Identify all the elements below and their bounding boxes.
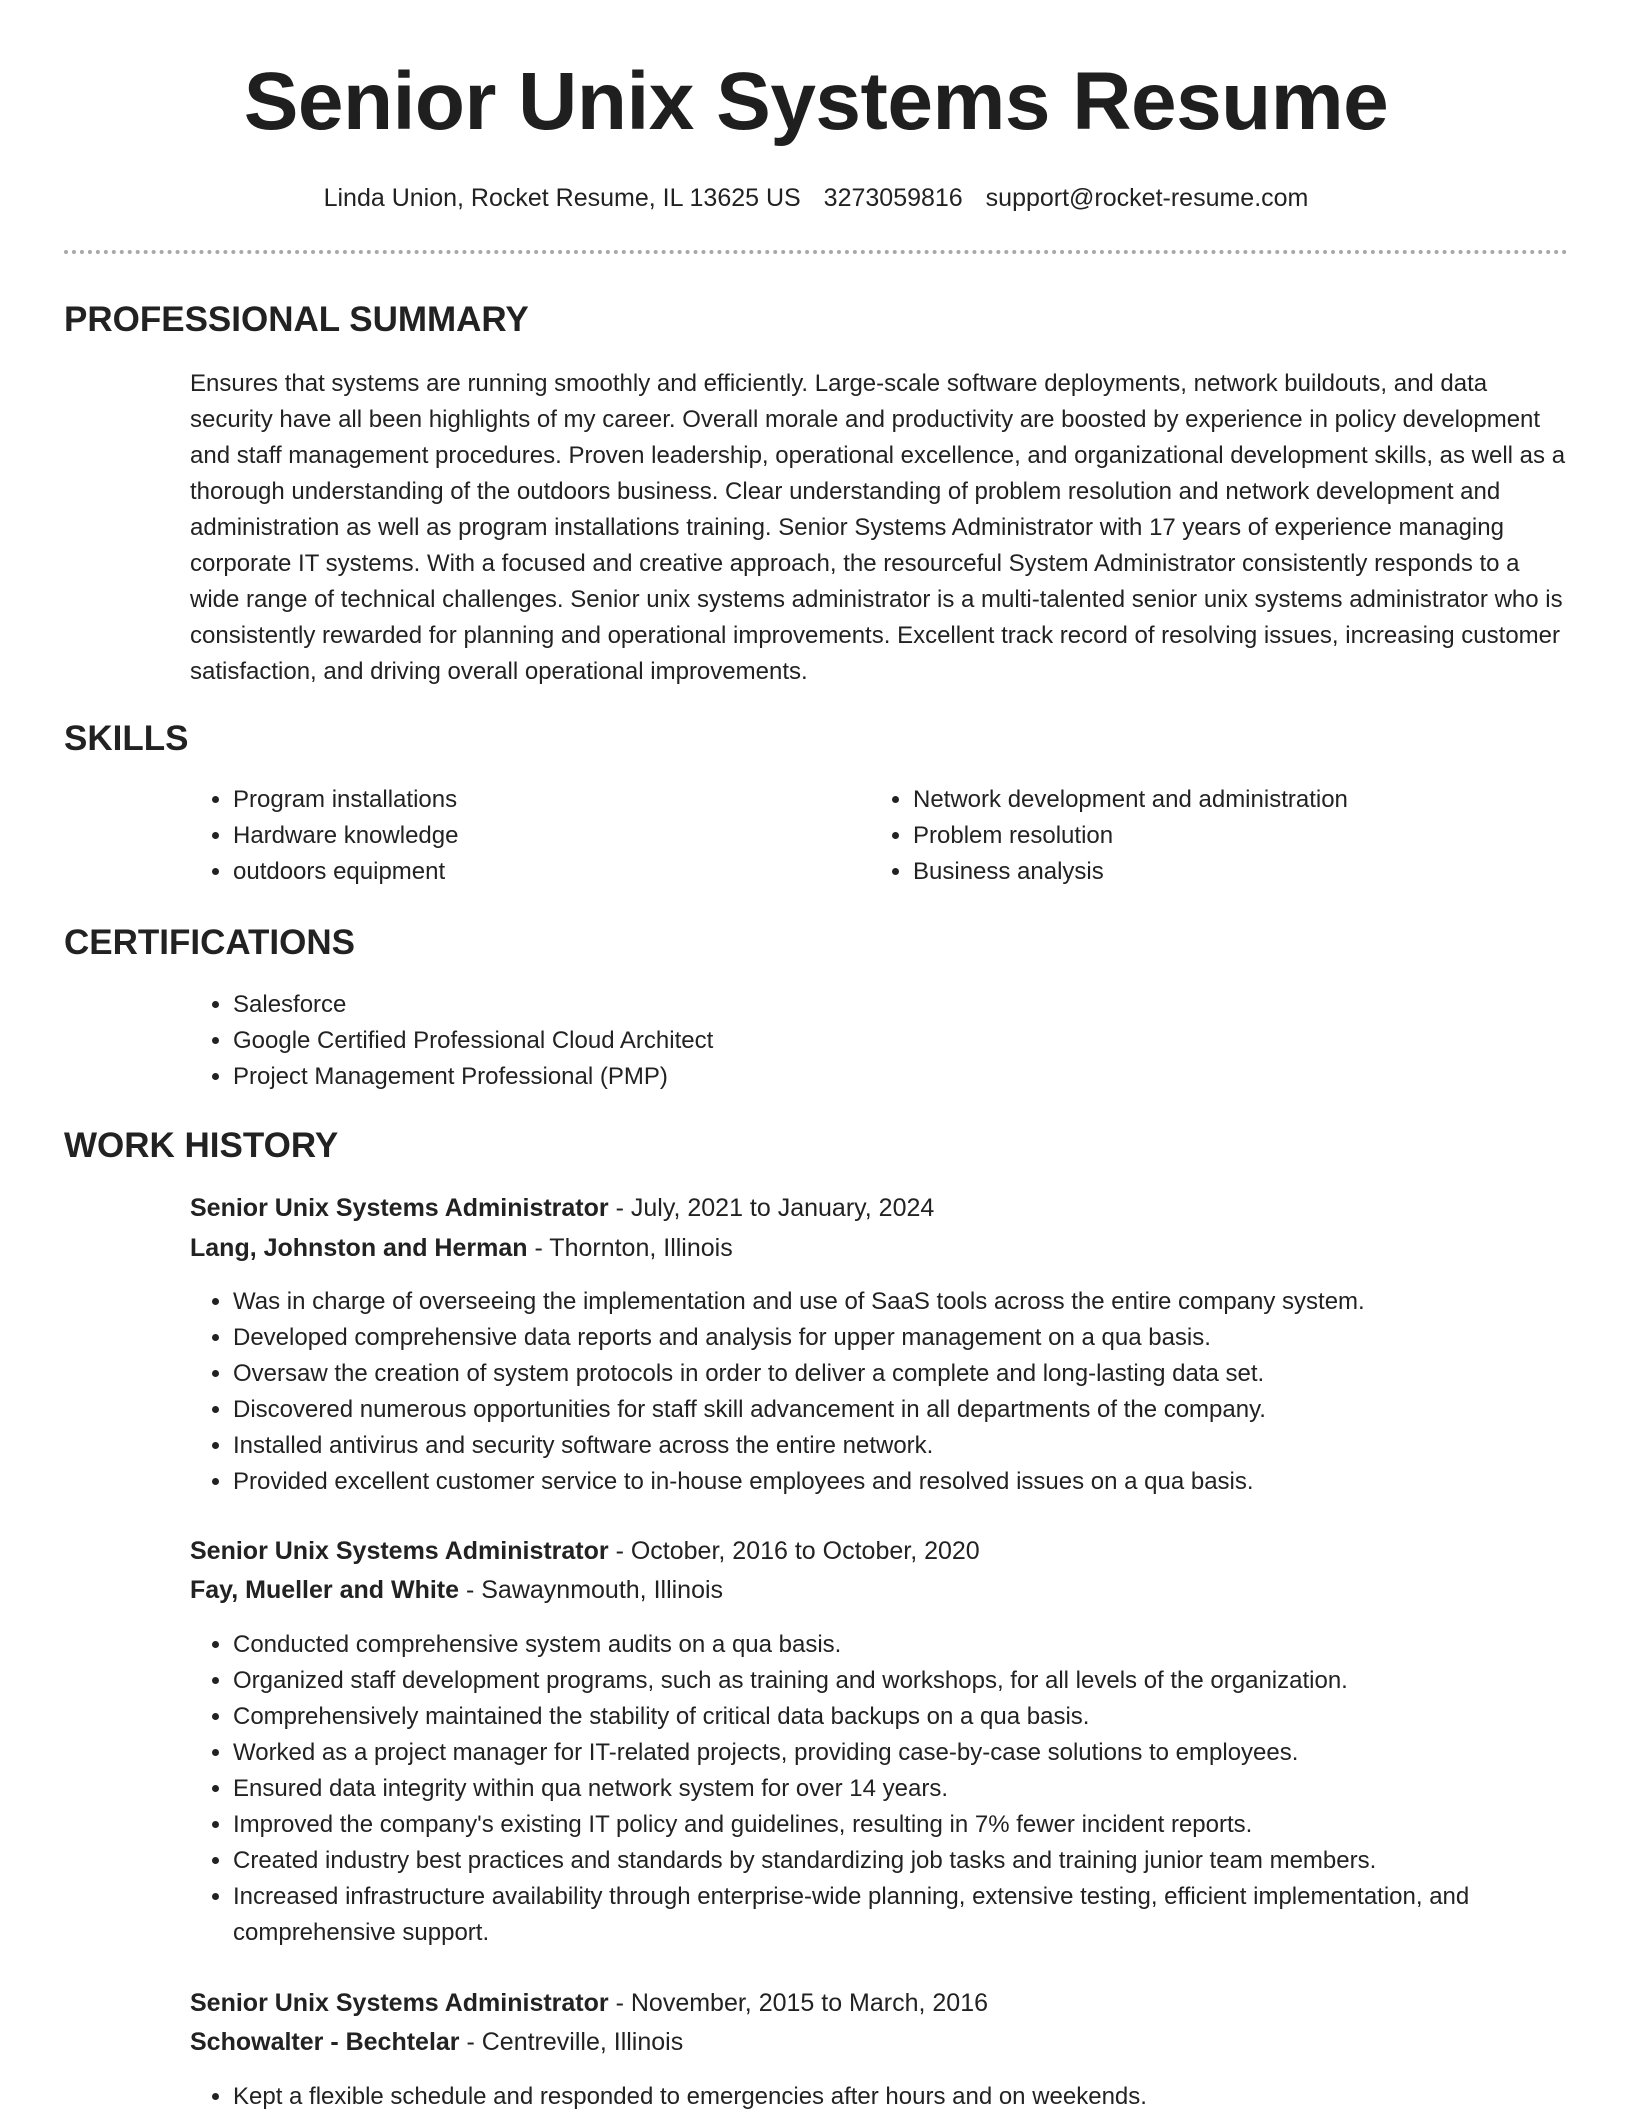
job-location: - Sawaynmouth, Illinois <box>459 1576 724 1604</box>
job-bullet: • Installed antivirus and security software across the entire network. <box>233 1428 1613 1464</box>
job-title-line <box>190 1985 988 2021</box>
job-bullet: • Kept a flexible schedule and responded to emergencies after hours and on weekends. <box>233 2079 1613 2115</box>
job-company: Fay, Mueller and White <box>190 1576 460 1604</box>
skills-heading: SKILLS <box>64 719 189 758</box>
job-dates: - July, 2021 to January, 2024 <box>608 1194 935 1222</box>
skill-item: • Problem resolution <box>913 818 1563 854</box>
job-bullet: • Developed comprehensive data reports and analysis for upper management on a qua basis. <box>233 1320 1613 1356</box>
job-bullet: • Conducted comprehensive system audits on a qua basis. <box>233 1627 1613 1663</box>
job-bullet: • Organized staff development programs, such as training and workshops, for all levels of the organization. <box>233 1663 1613 1699</box>
job-company-line <box>190 1572 723 1608</box>
job-bullets <box>190 2079 1613 2115</box>
job-bullet: • Discovered numerous opportunities for staff skill advancement in all departments of the company. <box>233 1392 1613 1428</box>
job-dates: - October, 2016 to October, 2020 <box>608 1537 980 1565</box>
job-location: - Thornton, Illinois <box>527 1234 733 1262</box>
contact-address: Linda Union, Rocket Resume, IL 13625 US <box>323 184 801 212</box>
job-bullet: • Oversaw the creation of system protocols in order to deliver a complete and long-lasting data set. <box>233 1356 1613 1392</box>
job-title: Senior Unix Systems Administrator <box>190 1989 609 2017</box>
job-company: Lang, Johnston and Herman <box>190 1234 528 1262</box>
contact-phone: 3273059816 <box>823 184 963 212</box>
page-title: Senior Unix Systems Resume <box>243 56 1389 147</box>
skill-item: • Business analysis <box>913 854 1563 890</box>
contact-line <box>0 180 1632 216</box>
skill-item: • Program installations <box>233 782 833 818</box>
certification-item: • Salesforce <box>233 987 1533 1023</box>
skills-list-left <box>190 782 833 890</box>
job-bullet: • Provided excellent customer service to in-house employees and resolved issues on a qua basis. <box>233 1464 1613 1500</box>
job-bullet: • Improved the company's existing IT policy and guidelines, resulting in 7% fewer incident reports. <box>233 1807 1613 1843</box>
job-bullet: • Increased infrastructure availability through enterprise-wide planning, extensive testing, efficient implementation, and comprehensive support. <box>233 1879 1613 1951</box>
skills-list-right <box>870 782 1563 890</box>
job-bullet: • Ensured data integrity within qua network system for over 14 years. <box>233 1771 1613 1807</box>
job-title: Senior Unix Systems Administrator <box>190 1194 609 1222</box>
work-history-heading: WORK HISTORY <box>64 1126 339 1165</box>
job-bullet: • Worked as a project manager for IT-related projects, providing case-by-case solutions to employees. <box>233 1735 1613 1771</box>
job-company: Schowalter - Bechtelar <box>190 2028 460 2056</box>
header-divider <box>64 250 1568 254</box>
job-dates: - November, 2015 to March, 2016 <box>608 1989 989 2017</box>
contact-email: support@rocket-resume.com <box>985 184 1309 212</box>
summary-heading: PROFESSIONAL SUMMARY <box>64 300 529 339</box>
skill-item: • Hardware knowledge <box>233 818 833 854</box>
job-bullets <box>190 1284 1613 1500</box>
certification-item: • Project Management Professional (PMP) <box>233 1059 1533 1095</box>
summary-text: Ensures that systems are running smoothly and efficiently. Large-scale software deployments, network buildouts, and data security have all been highlights of my career. Overall morale and productivity are boosted by experience in policy development and staff management procedures. Proven leadership, operational excellence, and organizational development skills, as well as a thorough understanding of the outdoors business. Clear understanding of problem resolution and network development and administration as well as program installations training. Senior Systems Administrator with 17 years of experience managing corporate IT systems. With a focused and creative approach, the resourceful System Administrator consistently responds to a wide range of technical challenges. Senior unix systems administrator is a multi-talented senior unix systems administrator who is consistently rewarded for planning and operational improvements. Excellent track record of resolving issues, increasing customer satisfaction, and driving overall operational improvements. <box>190 370 1566 685</box>
skill-item: • outdoors equipment <box>233 854 833 890</box>
skill-item: • Network development and administration <box>913 782 1563 818</box>
job-bullet: • Was in charge of overseeing the implementation and use of SaaS tools across the entire company system. <box>233 1284 1613 1320</box>
job-title: Senior Unix Systems Administrator <box>190 1537 609 1565</box>
certifications-list <box>190 987 1533 1095</box>
job-bullet: • Comprehensively maintained the stability of critical data backups on a qua basis. <box>233 1699 1613 1735</box>
certifications-heading: CERTIFICATIONS <box>64 923 356 962</box>
certification-item: • Google Certified Professional Cloud Architect <box>233 1023 1533 1059</box>
job-bullets <box>190 1627 1613 1951</box>
job-location: - Centreville, Illinois <box>459 2028 684 2056</box>
job-company-line <box>190 2024 683 2060</box>
job-bullet: • Created industry best practices and standards by standardizing job tasks and training junior team members. <box>233 1843 1613 1879</box>
job-title-line <box>190 1533 980 1569</box>
job-company-line <box>190 1230 733 1266</box>
job-title-line <box>190 1190 934 1226</box>
